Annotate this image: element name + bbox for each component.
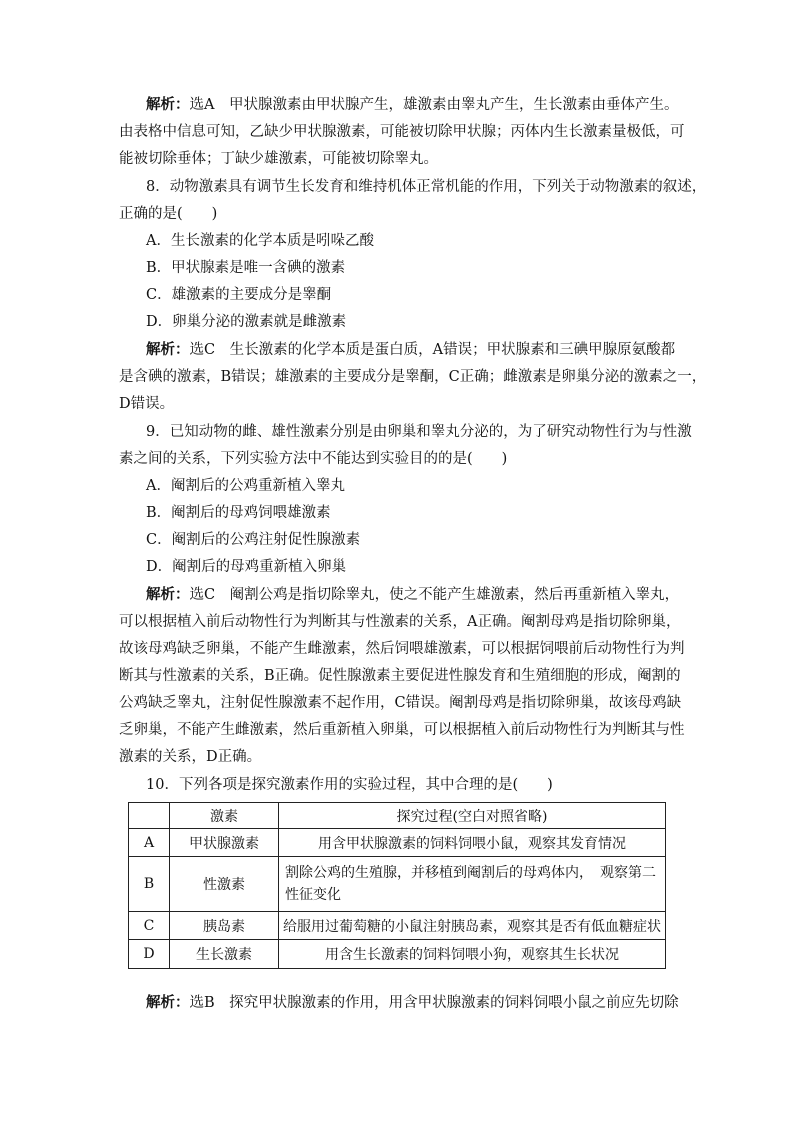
solution-10-line-1: 解析：选B 探究甲状腺激素的作用，用含甲状腺激素的饲料饲喂小鼠之前应先切除 bbox=[146, 994, 679, 1011]
table-cell-process: 用含甲状腺激素的饲料饲喂小鼠，观察其发育情况 bbox=[279, 829, 666, 857]
table-cell-process: 用含生长激素的饲料饲喂小狗，观察其生长状况 bbox=[279, 940, 666, 969]
question-9-option-a: A．阉割后的公鸡重新植入睾丸 bbox=[146, 478, 345, 494]
table-row bbox=[129, 912, 666, 940]
table-cell-hormone: 生长激素 bbox=[170, 940, 279, 969]
table-cell-option: A bbox=[129, 829, 170, 857]
solution-8-line-1: 解析：选C 生长激素的化学本质是蛋白质，A错误；甲状腺素和三碘甲腺原氨酸都 bbox=[146, 341, 676, 358]
solution-label: 解析： bbox=[146, 96, 190, 113]
solution-8-line-3: D错误。 bbox=[119, 396, 175, 412]
solution-9-line-5: 公鸡缺乏睾丸，注射促性腺激素不起作用，C错误。阉割母鸡是指切除卵巢，故该母鸡缺 bbox=[119, 695, 682, 711]
solution-9-line-7: 激素的关系，D正确。 bbox=[119, 749, 262, 765]
table-cell-option: B bbox=[129, 857, 170, 912]
solution-7-line-2: 由表格中信息可知，乙缺少甲状腺激素，可能被切除甲状腺；丙体内生长激素量极低，可 bbox=[119, 124, 685, 140]
question-8-option-d: D．卵巢分泌的激素就是雌激素 bbox=[146, 314, 347, 330]
question-8-option-b: B．甲状腺素是唯一含碘的激素 bbox=[146, 260, 346, 276]
experiment-table bbox=[128, 802, 666, 969]
solution-9-line-4: 断其与性激素的关系，B正确。促性腺激素主要促进性腺发育和生殖细胞的形成，阉割的 bbox=[119, 668, 681, 684]
solution-8-line-2: 是含碘的激素，B错误；雄激素的主要成分是睾酮，C正确；雌激素是卵巢分泌的激素之一， bbox=[119, 369, 707, 385]
solution-9-line-2: 可以根据植入前后动物性行为判断其与性激素的关系，A正确。阉割母鸡是指切除卵巢， bbox=[119, 614, 681, 630]
table-cell-process-line-2: 性征变化 bbox=[285, 887, 341, 903]
table-row bbox=[129, 857, 666, 912]
question-8-stem-line-1: 8．动物激素具有调节生长发育和维持机体正常机能的作用，下列关于动物激素的叙述， bbox=[146, 179, 707, 195]
table-cell-option: C bbox=[129, 912, 170, 940]
table-cell-hormone: 胰岛素 bbox=[170, 912, 279, 940]
table-header-cell: 激素 bbox=[170, 803, 279, 829]
question-9-option-d: D．阉割后的母鸡重新植入卵巢 bbox=[146, 559, 347, 575]
solution-9-line-1: 解析：选C 阉割公鸡是指切除睾丸，使之不能产生雄激素，然后再重新植入睾丸， bbox=[146, 586, 680, 603]
table-header-cell bbox=[129, 803, 170, 829]
question-9-option-c: C．阉割后的公鸡注射促性腺激素 bbox=[146, 532, 361, 548]
solution-label: 解析： bbox=[146, 341, 190, 358]
question-10-stem: 10．下列各项是探究激素作用的实验过程，其中合理的是( ) bbox=[146, 777, 553, 793]
solution-7-line-1: 解析：选A 甲状腺激素由甲状腺产生，雄激素由睾丸产生，生长激素由垂体产生。 bbox=[146, 96, 679, 113]
question-9-option-b: B．阉割后的母鸡饲喂雄激素 bbox=[146, 505, 331, 521]
table-cell-hormone: 甲状腺激素 bbox=[170, 829, 279, 857]
table-header-cell: 探究过程(空白对照省略) bbox=[279, 803, 666, 829]
table-cell-hormone: 性激素 bbox=[170, 857, 279, 912]
solution-9-line-6: 乏卵巢，不能产生雌激素，然后重新植入卵巢，可以根据植入前后动物性行为判断其与性 bbox=[119, 722, 685, 738]
question-8-option-a: A．生长激素的化学本质是吲哚乙酸 bbox=[146, 233, 374, 249]
question-9-stem-line-1: 9．已知动物的雌、雄性激素分别是由卵巢和睾丸分泌的，为了研究动物性行为与性激 bbox=[146, 424, 692, 440]
question-9-stem-line-2: 素之间的关系，下列实验方法中不能达到实验目的的是( ) bbox=[119, 451, 508, 467]
table-row bbox=[129, 829, 666, 857]
solution-7-line-3: 能被切除垂体；丁缺少雄激素，可能被切除睾丸。 bbox=[119, 151, 438, 167]
solution-label: 解析： bbox=[146, 994, 190, 1011]
table-header-row bbox=[129, 803, 666, 829]
table-row bbox=[129, 940, 666, 969]
table-cell-option: D bbox=[129, 940, 170, 969]
question-8-stem-line-2: 正确的是( ) bbox=[119, 206, 218, 222]
solution-label: 解析： bbox=[146, 586, 190, 603]
table-cell-process-line-1: 割除公鸡的生殖腺，并移植到阉割后的母鸡体内， 观察第二 bbox=[285, 865, 656, 881]
question-8-option-c: C．雄激素的主要成分是睾酮 bbox=[146, 287, 332, 303]
solution-9-line-3: 故该母鸡缺乏卵巢，不能产生雌激素，然后饲喂雄激素，可以根据饲喂前后动物性行为判 bbox=[119, 641, 685, 657]
table-cell-process bbox=[279, 857, 666, 912]
table-cell-process: 给服用过葡萄糖的小鼠注射胰岛素，观察其是否有低血糖症状 bbox=[279, 912, 666, 940]
